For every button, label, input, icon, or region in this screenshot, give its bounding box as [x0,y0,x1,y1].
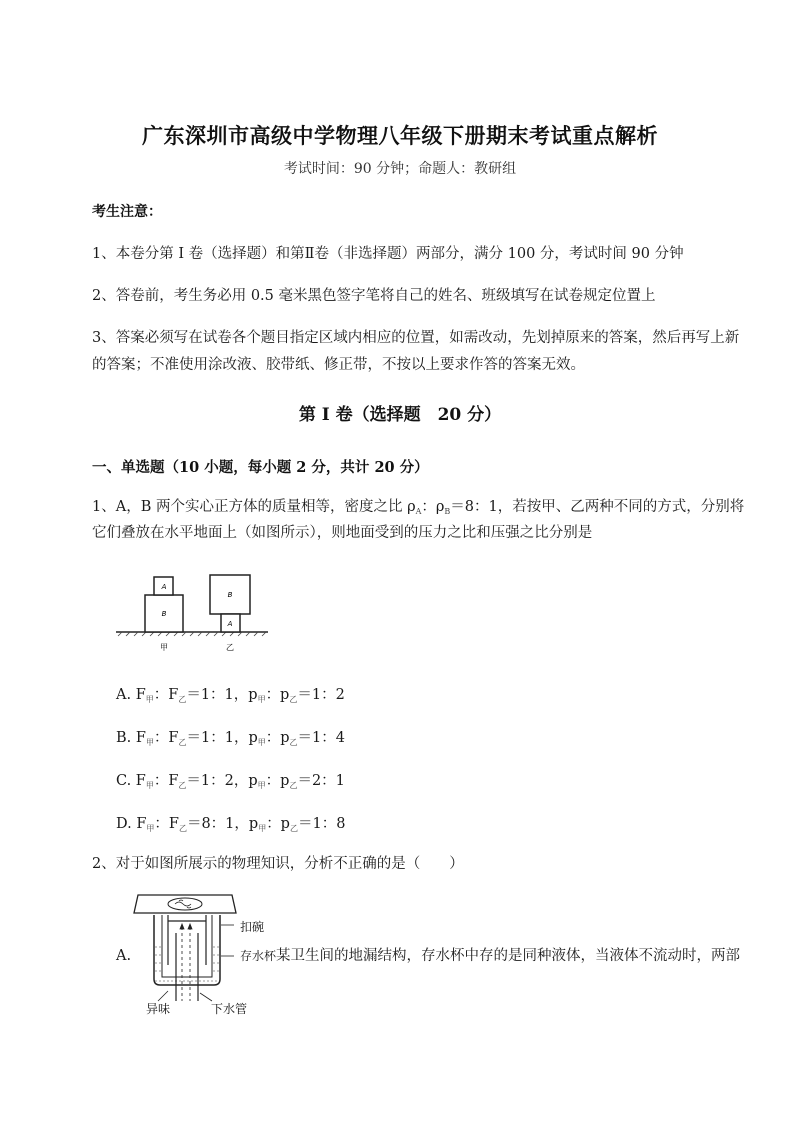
notice-item-2: 2、答卷前，考生务必用 0.5 毫米黑色签字笔将自己的姓名、班级填写在试卷规定位置上 [92,288,656,304]
option-letter: D. [116,816,132,832]
option-sub: 甲 [145,738,154,747]
q2-option-a-text: 某卫生间的地漏结构，存水杯中存的是同种液体，当液体不流动时，两部 [276,948,741,964]
q1-sub-a: A [415,507,422,516]
notice-item-1: 1、本卷分第 I 卷（选择题）和第Ⅱ卷（非选择题）两部分，满分 100 分，考试时间 90 分钟 [92,246,684,262]
option-sub: 乙 [178,695,187,704]
notice-heading: 考生注意： [92,204,162,220]
notice-item-3-line-2: 的答案；不准使用涂改液、胶带纸、修正带，不按以上要求作答的答案无效。 [92,357,585,373]
option-sub: 乙 [289,695,298,704]
option-sub: 甲 [257,695,266,704]
option-sub: 甲 [257,781,266,790]
label-cunshuibei: 存水杯 [240,949,277,963]
option-symbol: ：F [153,773,179,789]
question-2-stem: 2、对于如图所展示的物理知识，分析不正确的是（ ） [92,856,464,872]
jia-label: 甲 [160,643,168,652]
page-title: 广东深圳市高级中学物理八年级下册期末考试重点解析 [142,123,658,148]
water-cup [154,915,220,985]
option-letter: B. [116,730,132,746]
exam-subtitle: 考试时间：90 分钟；命题人：教研组 [283,161,517,177]
q1-option-a[interactable] [116,682,345,713]
option-sub: 乙 [289,738,298,747]
q2-option-a-line [240,943,740,970]
section-title: 第 I 卷（选择题 20 分） [298,405,502,425]
q1-option-b[interactable] [116,725,345,756]
option-sub: 甲 [145,695,154,704]
question-1-line-2: 它们叠放在水平地面上（如图所示），则地面受到的压力之比和压强之比分别是 [92,525,593,541]
notice-item-3-line-1: 3、答案必须写在试卷各个题目指定区域内相应的位置，如需改动，先划掉原来的答案，然后再写上新 [92,330,740,346]
option-sub: 乙 [289,824,298,833]
option-sub: 乙 [178,738,187,747]
label-xiashuiguan: 下水管 [211,1002,248,1016]
option-ratio: ＝1：2，p [186,773,258,789]
option-ratio: ＝1：8 [297,816,346,832]
q1-text-b: ：ρ [421,499,445,515]
option-symbol: F [135,687,146,703]
q1-text-c: ＝8：1，若按甲、乙两种不同的方式，分别将 [450,499,745,515]
label-kouwan: 扣碗 [240,920,265,934]
option-sub: 甲 [258,824,267,833]
part-heading: 一、单选题（10 小题，每小题 2 分，共计 20 分） [92,459,429,476]
option-letter: A. [116,687,132,703]
option-symbol: ：p [265,687,290,703]
option-symbol: ：F [154,816,179,832]
option-symbol: F [135,730,146,746]
option-sub: 乙 [289,781,298,790]
option-sub: 乙 [178,781,187,790]
q2-option-a-letter[interactable]: A. [116,948,132,964]
option-sub: 甲 [145,781,154,790]
option-symbol: ：F [153,687,179,703]
option-ratio: ＝1：1，p [186,687,258,703]
jia-cube-a-label: A [161,583,167,591]
q1-option-c[interactable] [116,768,345,799]
yi-cube-b-label: B [227,591,233,599]
ground-hatch [116,632,268,636]
label-yiwei: 异味 [146,1002,171,1016]
option-symbol: ：p [265,730,290,746]
water-cup-inner [162,915,212,977]
q2-figure-floor-drain [128,893,243,1015]
option-ratio: ＝8：1，p [186,816,259,832]
inverted-bowl [168,915,206,965]
q1-option-d[interactable] [116,811,345,842]
option-letter: C. [116,773,132,789]
drain-grate [168,898,202,910]
option-symbol: ：p [266,816,290,832]
option-ratio: ＝1：4 [297,730,345,746]
jia-cube-b-label: B [161,610,167,618]
option-symbol: F [136,816,147,832]
option-sub: 甲 [146,824,155,833]
option-sub: 乙 [178,824,187,833]
q1-sub-b: B [444,507,451,516]
option-ratio: ＝2：1 [297,773,345,789]
option-symbol: ：F [153,730,179,746]
yi-label: 乙 [226,643,234,652]
option-sub: 甲 [257,738,266,747]
yi-cube-a-label: A [227,620,233,628]
option-symbol: F [135,773,146,789]
option-ratio: ＝1：2 [297,687,345,703]
option-symbol: ：p [265,773,290,789]
q1-text-a: 1、A，B 两个实心正方体的质量相等，密度之比 ρ [92,499,416,515]
q1-figure-stacked-cubes [112,570,272,658]
option-ratio: ＝1：1，p [186,730,258,746]
